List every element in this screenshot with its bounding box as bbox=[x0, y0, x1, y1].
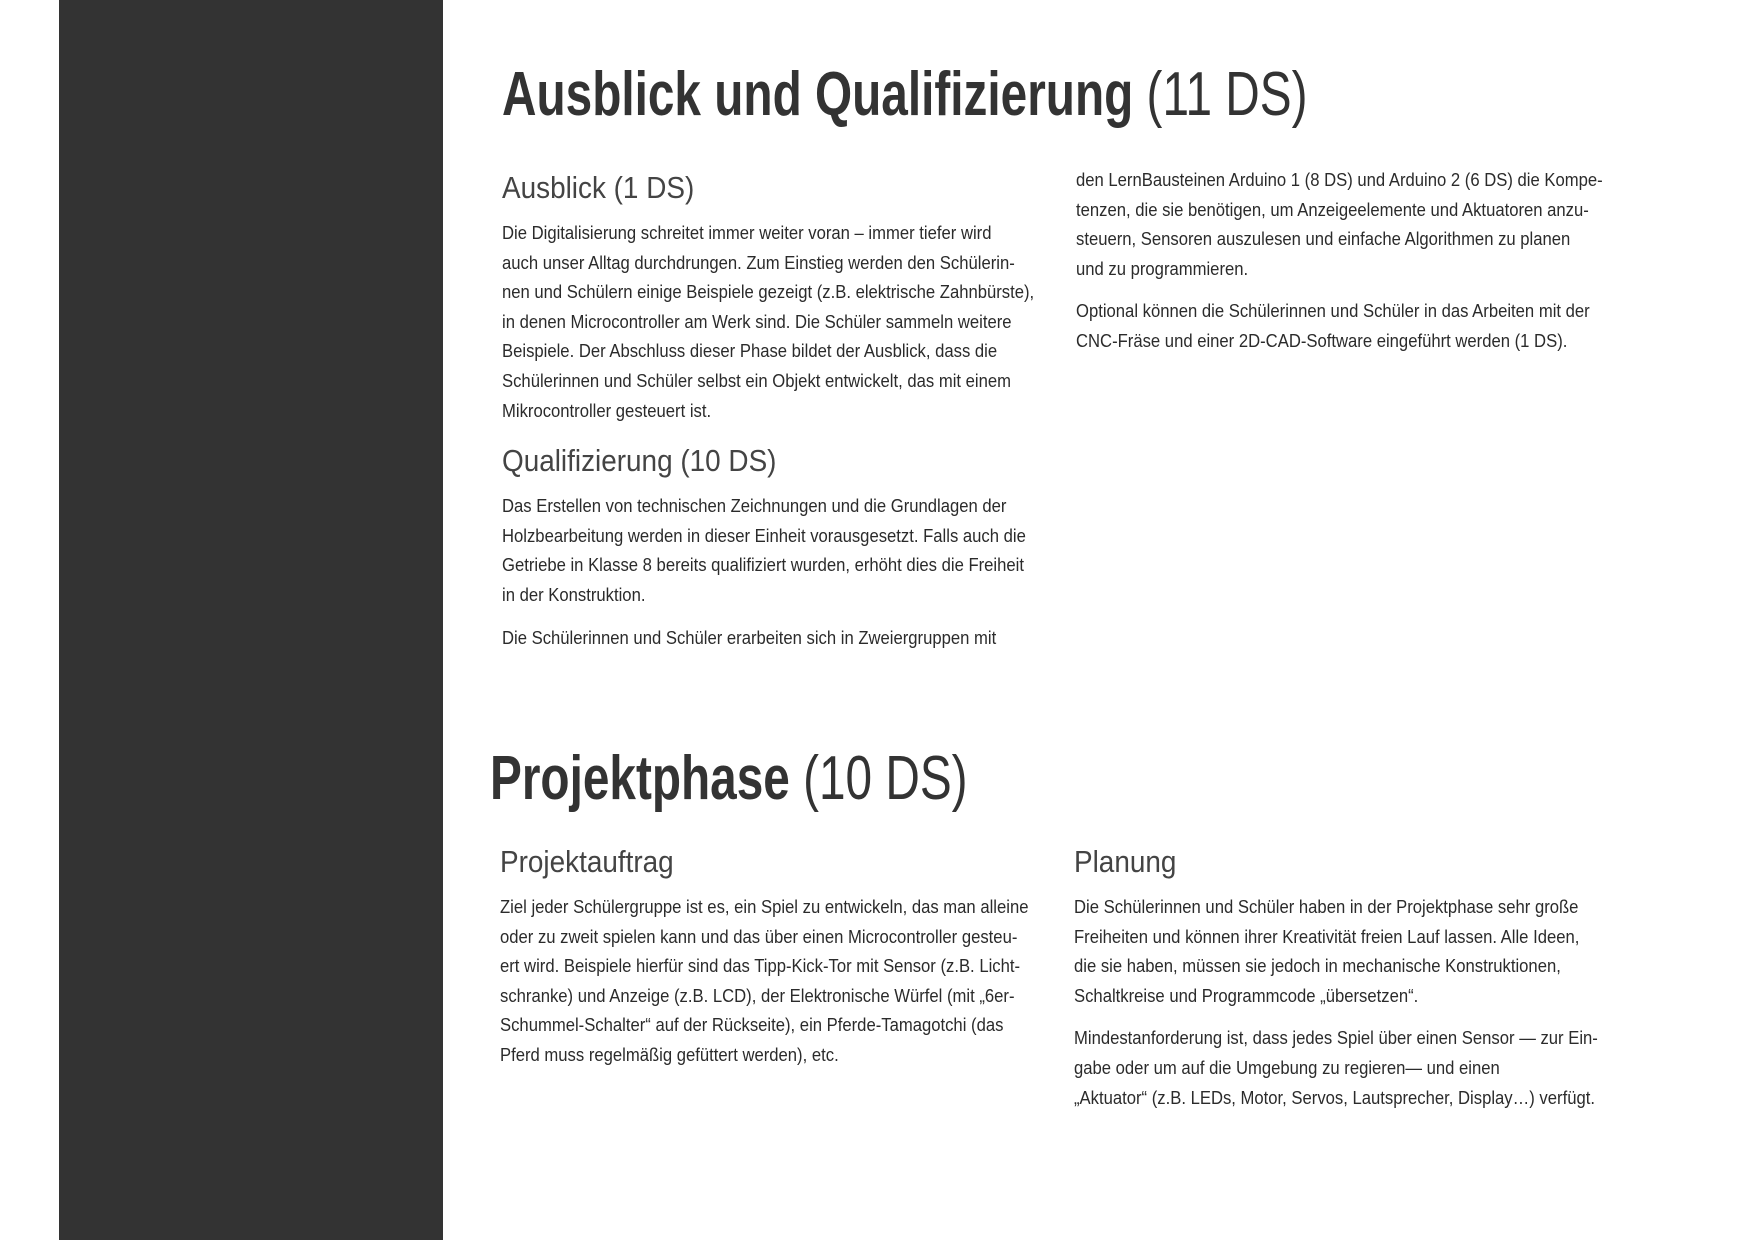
text-line: gabe oder um auf die Umgebung zu regieren— und einen bbox=[1074, 1056, 1500, 1078]
text-line: schranke) und Anzeige (z.B. LCD), der Elektronische Würfel (mit „6er- bbox=[500, 984, 1015, 1006]
subsection-heading-projektauftrag: Projektauftrag bbox=[500, 844, 674, 879]
paragraph-ausblick bbox=[502, 218, 1034, 425]
section-title-main: Ausblick und Qualifizierung bbox=[502, 60, 1134, 129]
subsection-heading-ausblick: Ausblick (1 DS) bbox=[502, 170, 695, 205]
text-line: in der Konstruktion. bbox=[502, 583, 646, 605]
text-line: Die Schülerinnen und Schüler erarbeiten sich in Zweiergruppen mit bbox=[502, 626, 997, 648]
text-line: ert wird. Beispiele hierfür sind das Tipp-Kick-Tor mit Sensor (z.B. Licht- bbox=[500, 955, 1021, 977]
text-line: Beispiele. Der Abschluss dieser Phase bildet der Ausblick, dass die bbox=[502, 340, 998, 362]
text-line: „Aktuator“ (z.B. LEDs, Motor, Servos, Lautsprecher, Display…) verfügt. bbox=[1074, 1086, 1595, 1108]
text-line: Pferd muss regelmäßig gefüttert werden), etc. bbox=[500, 1043, 839, 1065]
text-line: Schülerinnen und Schüler selbst ein Objekt entwickelt, das mit einem bbox=[502, 369, 1012, 391]
text-line: Das Erstellen von technischen Zeichnungen und die Grundlagen der bbox=[502, 495, 1007, 517]
text-line: die sie haben, müssen sie jedoch in mechanische Konstruktionen, bbox=[1074, 955, 1561, 977]
text-line: CNC-Fräse und einer 2D-CAD-Software eingeführt werden (1 DS). bbox=[1076, 329, 1568, 351]
text-line: Holzbearbeitung werden in dieser Einheit vorausgesetzt. Falls auch die bbox=[502, 524, 1026, 546]
text-line: Freiheiten und können ihrer Kreativität freien Lauf lassen. Alle Ideen, bbox=[1074, 925, 1580, 947]
section-title-suffix: (10 DS) bbox=[803, 744, 968, 813]
paragraph-qualifizierung-3 bbox=[1076, 296, 1603, 355]
text-line: in denen Microcontroller am Werk sind. Die Schüler sammeln weitere bbox=[502, 310, 1012, 332]
section-1-left-column bbox=[502, 168, 1034, 652]
text-line: Getriebe in Klasse 8 bereits qualifiziert wurden, erhöht dies die Freiheit bbox=[502, 554, 1024, 576]
text-line: Mindestanforderung ist, dass jedes Spiel über einen Sensor — zur Ein- bbox=[1074, 1027, 1598, 1049]
text-line: steuern, Sensoren auszulesen und einfache Algorithmen zu planen bbox=[1076, 228, 1571, 250]
sidebar-panel bbox=[59, 0, 443, 1240]
text-line: Schummel-Schalter“ auf der Rückseite), ein Pferde-Tamagotchi (das bbox=[500, 1014, 1004, 1036]
section-2-left-column bbox=[500, 842, 1028, 1070]
text-line: oder zu zweit spielen kann und das über einen Microcontroller gesteu- bbox=[500, 925, 1018, 947]
text-line: Schaltkreise und Programmcode „übersetzen“. bbox=[1074, 984, 1419, 1006]
paragraph-qualifizierung-2-continued bbox=[1076, 165, 1603, 283]
text-line: Mikrocontroller gesteuert ist. bbox=[502, 399, 712, 421]
text-line: tenzen, die sie benötigen, um Anzeigeelemente und Aktuatoren anzu- bbox=[1076, 198, 1589, 220]
text-line: den LernBausteinen Arduino 1 (8 DS) und Arduino 2 (6 DS) die Kompe- bbox=[1076, 169, 1603, 190]
section-title-projektphase bbox=[490, 744, 968, 813]
section-2-right-column bbox=[1074, 842, 1598, 1112]
text-line: Die Schülerinnen und Schüler haben in der Projektphase sehr große bbox=[1074, 896, 1579, 917]
paragraph-projektauftrag bbox=[500, 892, 1028, 1070]
text-line: Ziel jeder Schülergruppe ist es, ein Spiel zu entwickeln, das man alleine bbox=[500, 896, 1029, 917]
section-title-ausblick-qualifizierung bbox=[502, 60, 1308, 129]
section-1-right-column bbox=[1076, 165, 1603, 356]
paragraph-planung-2 bbox=[1074, 1023, 1598, 1112]
paragraph-qualifizierung-1 bbox=[502, 491, 1034, 609]
text-line: Die Digitalisierung schreitet immer weiter voran – immer tiefer wird bbox=[502, 222, 992, 243]
subsection-heading-planung: Planung bbox=[1074, 844, 1177, 879]
paragraph-planung-1 bbox=[1074, 892, 1598, 1010]
section-title-suffix: (11 DS) bbox=[1146, 60, 1308, 129]
subsection-heading-qualifizierung: Qualifizierung (10 DS) bbox=[502, 443, 777, 479]
text-line: nen und Schülern einige Beispiele gezeigt (z.B. elektrische Zahnbürste), bbox=[502, 281, 1035, 303]
paragraph-qualifizierung-2-start bbox=[502, 623, 1034, 653]
text-line: Optional können die Schülerinnen und Schüler in das Arbeiten mit der bbox=[1076, 300, 1590, 322]
section-title-main: Projektphase bbox=[490, 744, 790, 813]
text-line: auch unser Alltag durchdrungen. Zum Einstieg werden den Schülerin- bbox=[502, 251, 1015, 273]
text-line: und zu programmieren. bbox=[1076, 257, 1249, 279]
